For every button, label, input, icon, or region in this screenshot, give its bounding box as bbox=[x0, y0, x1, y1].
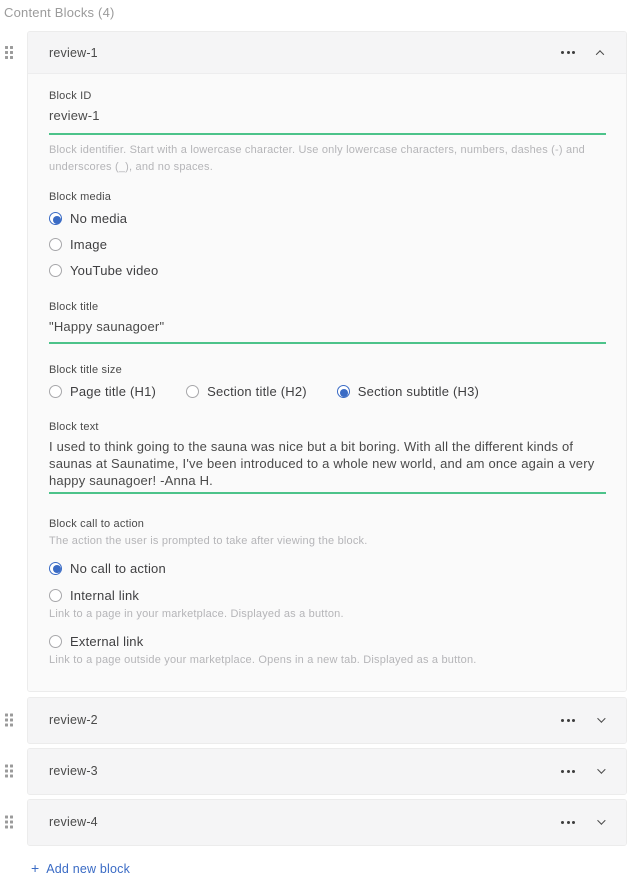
radio-icon bbox=[49, 264, 62, 277]
add-new-block-button[interactable] bbox=[31, 862, 130, 876]
block-title-label: Block title bbox=[49, 301, 99, 313]
block-title-text: review-4 bbox=[49, 815, 98, 829]
radio-label: Page title (H1) bbox=[70, 384, 157, 399]
radio-icon bbox=[49, 385, 62, 398]
cta-option-internal bbox=[49, 588, 606, 623]
radio-external-link[interactable] bbox=[49, 634, 606, 649]
radio-icon bbox=[49, 589, 62, 602]
block-header-review-2[interactable] bbox=[28, 698, 626, 743]
radio-label: Image bbox=[70, 237, 108, 252]
block-id-value: review-1 bbox=[49, 108, 100, 123]
block-text-label: Block text bbox=[49, 421, 99, 433]
content-blocks-list bbox=[0, 31, 635, 846]
radio-label: Internal link bbox=[70, 587, 140, 603]
chevron-down-icon[interactable] bbox=[593, 713, 607, 727]
drag-handle-icon[interactable] bbox=[5, 714, 13, 727]
external-link-help: Link to a page outside your marketplace. Opens in a new tab. Displayed as a button. bbox=[49, 654, 477, 666]
block-header-review-4[interactable] bbox=[28, 800, 626, 845]
ellipsis-menu-icon[interactable] bbox=[559, 47, 577, 58]
block-cta-help: The action the user is prompted to take after viewing the block. bbox=[49, 535, 368, 547]
ellipsis-menu-icon[interactable] bbox=[559, 766, 577, 777]
drag-handle-icon[interactable] bbox=[5, 816, 13, 829]
radio-icon bbox=[186, 385, 199, 398]
block-id-input[interactable] bbox=[49, 108, 606, 135]
block-title-text: review-3 bbox=[49, 764, 98, 778]
radio-icon bbox=[337, 385, 350, 398]
block-title-text: review-2 bbox=[49, 713, 98, 727]
radio-youtube-video[interactable] bbox=[49, 263, 606, 278]
radio-label: No media bbox=[70, 211, 128, 226]
block-header-review-1[interactable] bbox=[28, 32, 626, 74]
ellipsis-menu-icon[interactable] bbox=[559, 817, 577, 828]
block-row-review-4 bbox=[27, 799, 627, 846]
radio-internal-link[interactable] bbox=[49, 588, 606, 603]
radio-label: YouTube video bbox=[70, 263, 159, 278]
radio-section-subtitle-h3[interactable] bbox=[337, 384, 479, 399]
radio-icon bbox=[49, 238, 62, 251]
block-row-review-3 bbox=[27, 748, 627, 795]
block-title-size-options bbox=[49, 384, 606, 399]
radio-no-media[interactable] bbox=[49, 211, 606, 226]
radio-label: Section subtitle (H3) bbox=[357, 384, 480, 399]
block-card-review-2 bbox=[27, 697, 627, 744]
block-text-textarea[interactable] bbox=[49, 438, 606, 494]
chevron-up-icon[interactable] bbox=[593, 46, 607, 60]
block-media-options bbox=[49, 211, 606, 278]
add-new-block-label: Add new block bbox=[46, 861, 131, 876]
block-text-value: I used to think going to the sauna was nice but a bit boring. With all the different kinds of saunas at Saunatime, I've been introduced to a whole new world, and am once again a very happy saunagoer! -Anna H. bbox=[49, 439, 595, 488]
block-cta-label: Block call to action bbox=[49, 518, 145, 530]
block-row-review-2 bbox=[27, 697, 627, 744]
ellipsis-menu-icon[interactable] bbox=[559, 715, 577, 726]
drag-handle-icon[interactable] bbox=[5, 46, 13, 59]
block-card-review-1 bbox=[27, 31, 627, 692]
radio-icon bbox=[49, 635, 62, 648]
drag-handle-icon[interactable] bbox=[5, 765, 13, 778]
block-title-value: "Happy saunagoer" bbox=[49, 319, 165, 334]
plus-icon: + bbox=[31, 860, 40, 876]
chevron-down-icon[interactable] bbox=[593, 764, 607, 778]
field-block-title-size bbox=[49, 364, 606, 399]
internal-link-help: Link to a page in your marketplace. Displayed as a button. bbox=[49, 607, 344, 620]
radio-label: No call to action bbox=[70, 560, 166, 576]
field-block-cta bbox=[49, 518, 606, 669]
chevron-down-icon[interactable] bbox=[593, 815, 607, 829]
field-block-text bbox=[49, 421, 606, 494]
radio-section-title-h2[interactable] bbox=[186, 384, 307, 399]
block-header-review-3[interactable] bbox=[28, 749, 626, 794]
radio-label: Section title (H2) bbox=[207, 384, 307, 399]
block-title-input[interactable] bbox=[49, 319, 606, 344]
radio-icon bbox=[49, 212, 62, 225]
field-block-title bbox=[49, 301, 606, 344]
radio-label: External link bbox=[70, 634, 144, 649]
radio-no-call-to-action[interactable] bbox=[49, 561, 606, 576]
block-id-label: Block ID bbox=[49, 90, 92, 102]
block-title-text: review-1 bbox=[49, 45, 98, 60]
block-card-review-3 bbox=[27, 748, 627, 795]
radio-image[interactable] bbox=[49, 237, 606, 252]
cta-option-external bbox=[49, 634, 606, 669]
block-id-help: Block identifier. Start with a lowercase character. Use only lowercase characters, numbers, dashes (-) and underscores (_), and no spaces. bbox=[49, 144, 585, 173]
field-block-id bbox=[49, 90, 606, 175]
block-media-label: Block media bbox=[49, 191, 112, 203]
block-row-review-1 bbox=[27, 31, 627, 692]
field-block-media bbox=[49, 191, 606, 278]
block-title-size-label: Block title size bbox=[49, 364, 122, 376]
block-card-review-4 bbox=[27, 799, 627, 846]
radio-page-title-h1[interactable] bbox=[49, 384, 156, 399]
page-title: Content Blocks (4) bbox=[4, 5, 115, 20]
block-form bbox=[28, 74, 626, 691]
cta-option-none bbox=[49, 561, 606, 576]
radio-icon bbox=[49, 562, 62, 575]
